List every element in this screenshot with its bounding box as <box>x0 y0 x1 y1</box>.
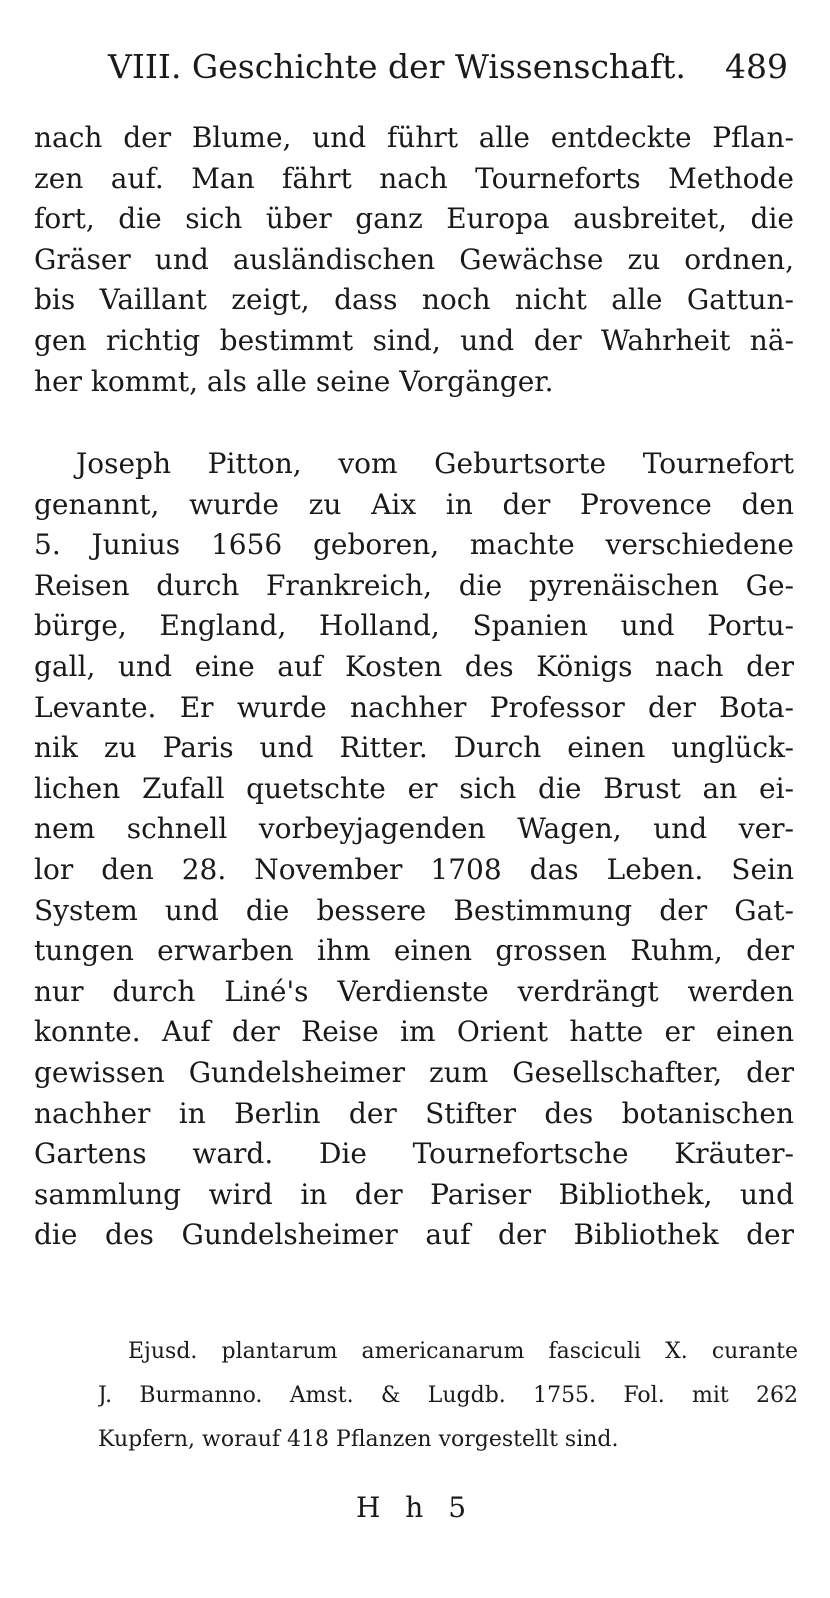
text-line: lor den 28. November 1708 das Leben. Sein <box>34 852 794 886</box>
footnote-line: Kupfern, worauf 418 Pflanzen vorgestellt sind. <box>98 1427 619 1452</box>
paragraph-1 <box>34 118 794 402</box>
footnote <box>98 1330 798 1462</box>
footnote-line: J. Burmanno. Amst. & Lugdb. 1755. Fol. mit 262 <box>98 1383 798 1408</box>
text-line: konnte. Auf der Reise im Orient hatte er einen <box>34 1015 794 1049</box>
signature-mark: H h 5 <box>355 1491 475 1524</box>
text-line: lichen Zufall quetschte er sich die Brust an ei- <box>34 771 794 805</box>
text-line: die des Gundelsheimer auf der Bibliothek der <box>34 1218 794 1252</box>
paragraph-2 <box>34 444 794 1256</box>
text-line: nur durch Liné's Verdienste verdrängt werden <box>34 974 794 1008</box>
footnote-line: Ejusd. plantarum americanarum fasciculi X. curante <box>128 1339 798 1364</box>
text-line: gall, und eine auf Kosten des Königs nach der <box>34 649 794 683</box>
text-line: nem schnell vorbeyjagenden Wagen, und ver- <box>34 812 794 846</box>
text-line: System und die bessere Bestimmung der Gat- <box>34 893 794 927</box>
text-line: Gräser und ausländischen Gewächse zu ordnen, <box>34 242 794 276</box>
text-line: Levante. Er wurde nachher Professor der Bota- <box>34 690 794 724</box>
running-head <box>108 42 798 92</box>
text-line: nik zu Paris und Ritter. Durch einen unglück- <box>34 731 794 765</box>
text-line: Gartens ward. Die Tournefortsche Kräuter- <box>34 1137 794 1171</box>
text-line: her kommt, als alle seine Vorgänger. <box>34 364 554 398</box>
running-head-title: VIII. Geschichte der Wissenschaft. <box>108 47 686 86</box>
text-line: fort, die sich über ganz Europa ausbreitet, die <box>34 202 794 236</box>
text-line: sammlung wird in der Pariser Bibliothek, und <box>34 1177 794 1211</box>
text-line: bis Vaillant zeigt, dass noch nicht alle Gattun- <box>34 283 794 317</box>
text-line: Reisen durch Frankreich, die pyrenäischen Ge- <box>34 568 794 602</box>
page-number: 489 <box>725 47 788 86</box>
text-line: 5. Junius 1656 geboren, machte verschiedene <box>34 528 794 562</box>
text-line: Joseph Pitton, vom Geburtsorte Tournefort <box>76 447 794 480</box>
text-line: nach der Blume, und führt alle entdeckte Pflan- <box>34 121 794 154</box>
text-line: gewissen Gundelsheimer zum Gesellschafter, der <box>34 1055 794 1089</box>
text-line: gen richtig bestimmt sind, und der Wahrheit nä- <box>34 323 794 357</box>
text-line: tungen erwarben ihm einen grossen Ruhm, der <box>34 934 794 968</box>
text-line: zen auf. Man fährt nach Tourneforts Methode <box>34 161 794 195</box>
text-line: genannt, wurde zu Aix in der Provence den <box>34 487 794 521</box>
text-line: bürge, England, Holland, Spanien und Portu- <box>34 609 794 643</box>
text-line: nachher in Berlin der Stifter des botanischen <box>34 1096 794 1130</box>
